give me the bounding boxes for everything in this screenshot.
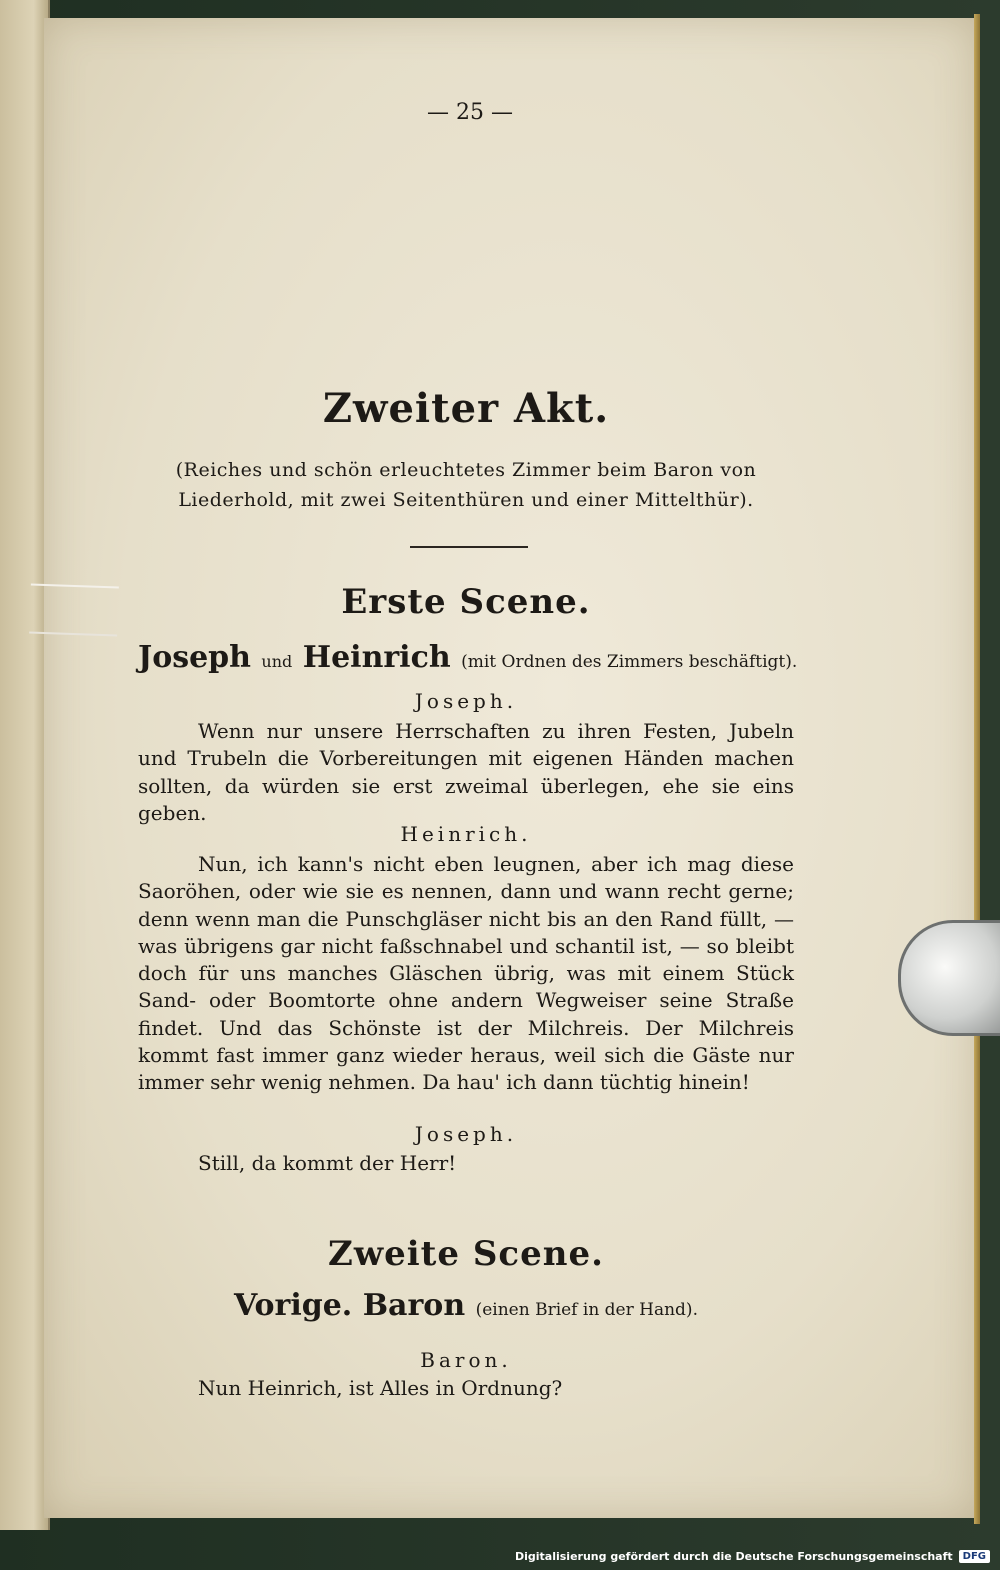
facing-page-edge xyxy=(0,0,50,1530)
stage-direction: (Reiches und schön erleuchtetes Zimmer beim Baron von Liederhold, mit zwei Seitenthüren und einer Mittelthür). xyxy=(175,459,757,511)
speaker-name: Heinrich. xyxy=(400,822,532,846)
scene-2-direction: (einen Brief in der Hand). xyxy=(475,1300,698,1320)
speaker-name: Baron. xyxy=(420,1348,512,1372)
page-number: — 25 — xyxy=(427,100,513,125)
conjunction: und xyxy=(261,652,293,671)
scene-1-direction: (mit Ordnen des Zimmers beschäftigt). xyxy=(461,652,798,672)
character-vorige: Vorige. xyxy=(234,1288,353,1323)
speech-paragraph: Wenn nur unsere Herrschaften zu ihren Festen, Jubeln und Trubeln die Vorbereitungen mit eigenen Händen machen sollten, da würden sie erst zweimal überlegen, ehe sie eins geben. xyxy=(138,719,794,825)
speech-paragraph: Still, da kommt der Herr! xyxy=(198,1151,457,1175)
character-baron: Baron xyxy=(362,1288,466,1323)
speech-paragraph: Nun, ich kann's nicht eben leugnen, aber ich mag diese Saoröhen, oder wie sie es nennen, dann und wann recht gerne; denn wenn man die Punschgläser nicht bis an den Rand füllt, — was übrigens gar nicht faßschnabel und schantil ist, — so bleibt doch für uns manches Gläschen übrig, was mit einem Stück Sand- oder Boomtorte ohne andern Wegweiser seine Straße findet. Und das Schönste ist der Milchreis. Der Milchreis kommt fast immer ganz wieder heraus, weil sich die Gäste nur immer sehr wenig nehmen. Da hau' ich dann tüchtig hinein! xyxy=(138,852,794,1095)
speaker-name: Joseph. xyxy=(414,1122,518,1146)
section-divider xyxy=(410,546,528,548)
scene-title-2: Zweite Scene. xyxy=(328,1234,604,1274)
footer-credit: Digitalisierung gefördert durch die Deutsche Forschungsgemeinschaft xyxy=(514,1549,953,1563)
character-heinrich: Heinrich xyxy=(302,640,451,675)
page-clip xyxy=(898,920,1000,1036)
page-gilt-edge xyxy=(974,14,980,1524)
speaker-name: Joseph. xyxy=(414,689,518,713)
character-joseph: Joseph xyxy=(138,640,251,675)
dfg-logo: DFG xyxy=(959,1550,990,1563)
digitization-footer xyxy=(515,1544,990,1568)
binding-thread xyxy=(29,583,119,636)
scene-title-1: Erste Scene. xyxy=(341,582,591,622)
scene-2-characters xyxy=(138,1288,794,1323)
scene-1-characters xyxy=(138,640,798,675)
speech-paragraph: Nun Heinrich, ist Alles in Ordnung? xyxy=(198,1376,563,1400)
act-title: Zweiter Akt. xyxy=(322,385,610,432)
